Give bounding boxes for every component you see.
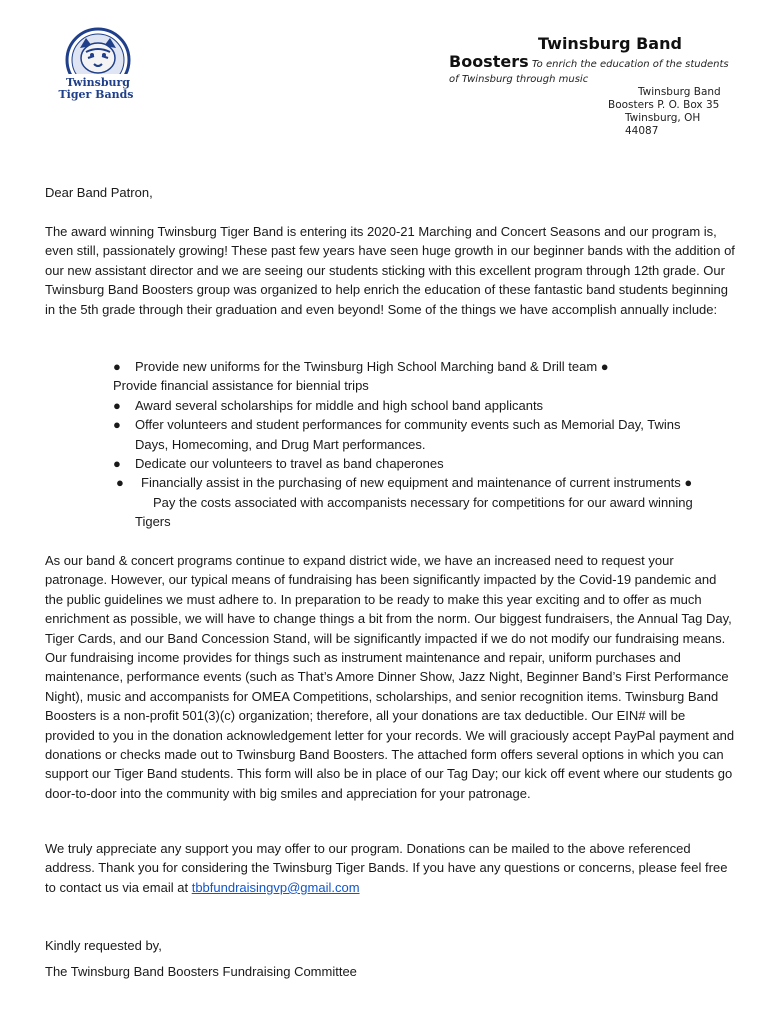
intro-paragraph: The award winning Twinsburg Tiger Band is entering its 2020-21 Marching and Concert Seasons and our program is, even still, passionately growing! These past few years have seen huge growth in our beginner bands with the addition of our new assistant director and we are seeing our students sticking with this excellent program through 12th grade. Our Twinsburg Band Boosters group was organized to help enrich the education of these fantastic band students beginning in the 5th grade through their graduation and even beyond! Some of the things we have accomplish annually include: [45,224,735,317]
list-item-continued: Days, Homecoming, and Drug Mart performances. [135,437,426,452]
list-item: ● Award several scholarships for middle and high school band applicants [113,396,543,415]
bullet-icon: ● [113,359,121,374]
bullet-icon: ● [113,456,121,471]
address-line-2: Boosters P. O. Box 35 [608,99,720,111]
email-link[interactable]: tbbfundraisingvp@gmail.com [191,879,360,895]
list-item: ● Offer volunteers and student performances for community events such as Memorial Day, Twins [113,415,681,434]
closing-paragraph: We truly appreciate any support you may offer to our program. Donations can be mailed to the above referenced address. Thank you for considering the Twinsburg Tiger Bands. If you have any questions or concerns, please feel free to contact us via email at tbbfundraisingvp@gmail.com [45,841,728,895]
signature: The Twinsburg Band Boosters Fundraising Committee [45,964,357,979]
list-item: Provide financial assistance for biennial trips [113,378,369,393]
address-line-3: Twinsburg, OH [625,112,701,124]
signoff: Kindly requested by, [45,938,162,953]
list-item: ● Financially assist in the purchasing of new equipment and maintenance of current instruments ● [116,473,692,492]
address-line-4: 44087 [625,125,659,137]
org-name-line2: Boosters [449,52,529,71]
address-line-1: Twinsburg Band [638,86,721,98]
bullet-icon: ● [113,417,121,432]
bullet-icon: ● [116,475,124,490]
list-item: ● Provide new uniforms for the Twinsburg High School Marching band & Drill team ● [113,357,609,376]
bullet-icon: ● [113,398,121,413]
list-item: ● Dedicate our volunteers to travel as band chaperones [113,454,444,473]
salutation: Dear Band Patron, [45,185,153,200]
list-item-continued: Tigers [135,514,171,529]
tiger-bands-logo [50,26,146,102]
org-name-and-mission [449,54,729,87]
logo-text-line1: Twinsburg [66,76,130,89]
org-name-line1: Twinsburg Band [538,34,682,53]
mission-statement: To enrich the education of the students of Twinsburg through music [449,59,729,85]
body-paragraph: As our band & concert programs continue to expand district wide, we have an increased need to request your patronage. However, our typical means of fundraising has been significantly impacted by the Covid-19 pandemic and the public guidelines we must adhere to. In preparation to be ready to make this year exciting and to offer as much enrichment as possible, we will have to change things a bit from the norm. Our biggest fundraisers, the Annual Tag Day, Tiger Cards, and our Band Concession Stand, will be significantly impacted if we do not modify our fundraising means. Our fundraising income provides for things such as instrument maintenance and repair, uniform purchases and maintenance, performance events (such as That’s Amore Dinner Show, Jazz Night, Beginner Band’s First Performance Night), music and accompanists for OMEA Competitions, scholarships, and senior recognition items. Twinsburg Band Boosters is a non-profit 501(3)(c) organization; therefore, all your donations are tax deductible. Our EIN# will be provided to you in the donation acknowledgement letter for your records. We will graciously accept PayPal payment and donations or checks made out to Twinsburg Band Boosters. The attached form offers several options in which you can support our Tiger Band students. This form will also be in place of our Tag Day; our kick off event where our students go door-to-door into the community with big smiles and appreciation for your patronage. [45,553,735,801]
list-item-continued: Pay the costs associated with accompanists necessary for competitions for our award winning [153,495,693,510]
logo-text-line2: Tiger Bands [58,88,134,101]
